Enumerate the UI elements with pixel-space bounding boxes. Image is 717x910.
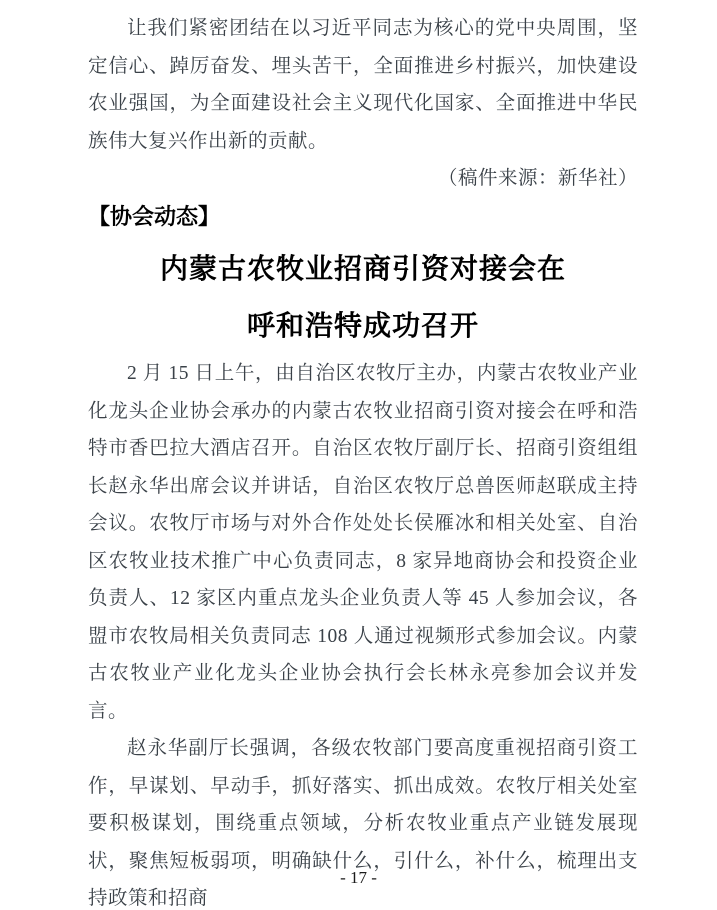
article-title-line-1: 内蒙古农牧业招商引资对接会在 [159, 254, 566, 285]
closing-paragraph: 让我们紧密团结在以习近平同志为核心的党中央周围，坚定信心、踔厉奋发、埋头苦干，全面推进乡村振兴，加快建设农业强国，为全面建设社会主义现代化国家、全面推进中华民族伟大复兴作出新的贡献。 [88, 18, 638, 152]
source-attribution: （稿件来源：新华社） [437, 168, 638, 189]
page-number: - 17 - [340, 868, 377, 887]
article-title [88, 241, 638, 355]
section-header-association-news: 【协会动态】 [88, 203, 221, 229]
article-paragraph-2: 赵永华副厅长强调，各级农牧部门要高度重视招商引资工作，早谋划、早动手，抓好落实、抓出成效。农牧厅相关处室要积极谋划，围绕重点领域，分析农牧业重点产业链发展现状，聚焦短板弱项，明确缺什么，引什么，补什么，梳理出支持政策和招商 [88, 738, 638, 909]
document-content [88, 10, 638, 910]
article-paragraph-1: 2 月 15 日上午，由自治区农牧厅主办，内蒙古农牧业产业化龙头企业协会承办的内蒙古农牧业招商引资对接会在呼和浩特市香巴拉大酒店召开。自治区农牧厅副厅长、招商引资组组长赵永华出席会议并讲话，自治区农牧厅总兽医师赵联成主持会议。农牧厅市场与对外合作处处长侯雁冰和相关处室、自治区农牧业技术推广中心负责同志，8 家异地商协会和投资企业负责人、12 家区内重点龙头企业负责人等 45 人参加会议，各盟市农牧局相关负责同志 108 人通过视频形式参加会议。内蒙古农牧业产业化龙头企业协会执行会长林永亮参加会议并发言。 [88, 363, 638, 722]
article-title-line-2: 呼和浩特成功召开 [246, 311, 479, 342]
